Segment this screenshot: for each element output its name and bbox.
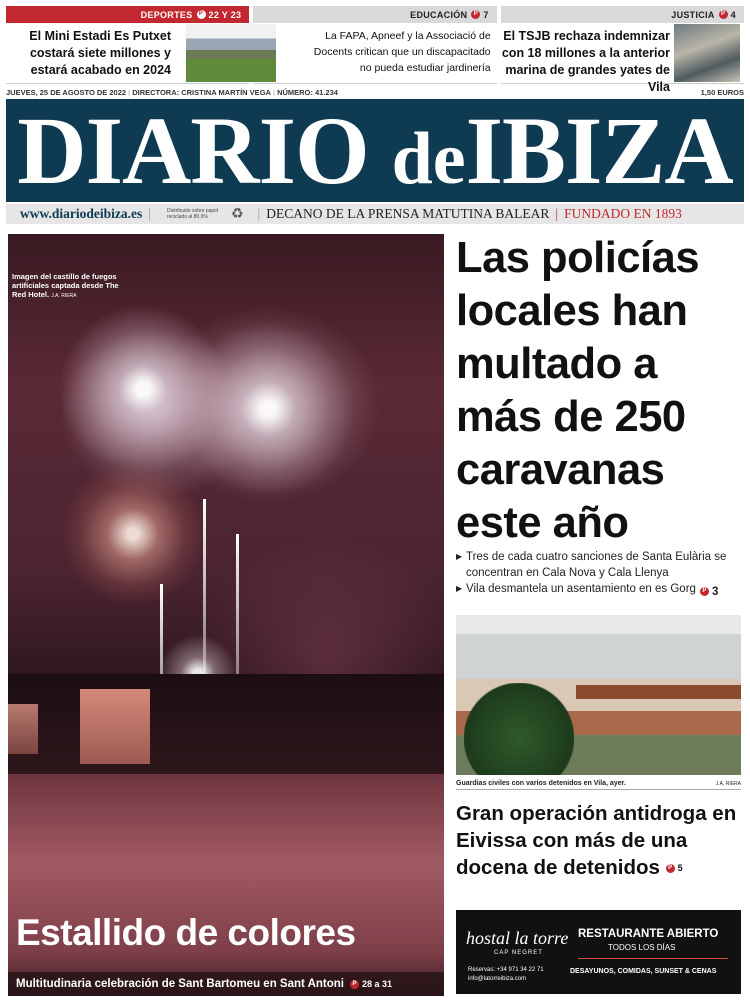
firework-burst bbox=[58, 464, 208, 604]
website-link[interactable]: www.diariodeibiza.es bbox=[20, 206, 143, 221]
page-ref-icon: P bbox=[350, 980, 359, 989]
teaser-page-ref: 22 Y 23 bbox=[208, 9, 242, 20]
issue-price: 1,50 EUROS bbox=[700, 87, 744, 97]
masthead-strap: www.diariodeibiza.es | Distribuido sobre papel reciclado al 80,9% ♻ | DECANO DE LA PRENSA MATUTINA BALEAR | FUNDADO EN 1893 bbox=[6, 204, 744, 224]
ad-brand-sub: CAP NEGRET bbox=[494, 950, 543, 956]
photo-credit: J.A. RIERA bbox=[51, 293, 77, 299]
slogan: DECANO DE LA PRENSA MATUTINA BALEAR bbox=[266, 206, 550, 221]
masthead bbox=[6, 96, 744, 204]
ad-offer: DESAYUNOS, COMIDAS, SUNSET & CENAS bbox=[570, 968, 717, 975]
teaser-section-bar bbox=[253, 6, 496, 23]
issue-date: JUEVES, 25 DE AGOSTO DE 2022 bbox=[6, 87, 127, 97]
issue-director: | DIRECTORA: CRISTINA MARTÍN VEGA bbox=[126, 88, 271, 97]
page-ref-icon: P bbox=[471, 10, 480, 19]
founded-year: FUNDADO EN 1893 bbox=[564, 206, 682, 221]
bay-water bbox=[8, 774, 444, 996]
ad-contact: Reservas: +34 971 34 22 71 info@latorreibiza.com bbox=[468, 967, 544, 982]
page-ref-icon: P bbox=[197, 10, 206, 19]
teaser-section-label: JUSTICIA bbox=[671, 9, 715, 20]
issue-number: | NÚMERO: 41.234 bbox=[271, 88, 338, 97]
teaser-section-label: EDUCACIÓN bbox=[410, 9, 468, 20]
fireworks-photo[interactable] bbox=[8, 234, 444, 996]
building bbox=[8, 704, 38, 754]
ad-brand: hostal la torre bbox=[466, 928, 569, 948]
second-headline[interactable]: Gran operación antidroga en Eivissa con más de una docena de detenidos P 5 bbox=[456, 800, 746, 882]
page-ref: 3 bbox=[711, 585, 719, 598]
recycle-icon: ♻ bbox=[230, 206, 244, 222]
page-ref-icon: P bbox=[666, 864, 675, 873]
teaser-page-ref: 4 bbox=[730, 9, 736, 20]
railing bbox=[576, 685, 741, 699]
restaurant-ad[interactable] bbox=[456, 910, 741, 994]
teaser-text: La FAPA, Apneef y la Associació de Docents critican que un discapacitado no pueda estudiar jardinería bbox=[313, 30, 491, 74]
arrest-photo-caption: Guardias civiles con varios detenidos en Vila, ayer. J.A. RIERA bbox=[456, 778, 741, 790]
palm-plant bbox=[464, 683, 574, 775]
recycled-note: Distribuido sobre papel reciclado al 80,9% bbox=[166, 208, 219, 220]
teaser-section-label: DEPORTES bbox=[140, 9, 193, 20]
photo-caption: Imagen del castillo de fuegos artificiales captada desde The Red Hotel. J.A. RIERA bbox=[12, 272, 119, 299]
bullet-item: ▶ Tres de cada cuatro sanciones de Santa Eulària se concentran en Cala Nova y Cala Llenya bbox=[456, 549, 746, 581]
page-ref: 5 bbox=[677, 863, 683, 874]
page-ref: 28 a 31 bbox=[362, 979, 393, 989]
ad-divider bbox=[578, 958, 728, 959]
teaser-section-bar bbox=[501, 6, 744, 23]
teaser-education[interactable] bbox=[253, 6, 496, 84]
marina-thumbnail bbox=[674, 24, 740, 82]
hotel-building bbox=[80, 689, 150, 764]
teaser-section-bar bbox=[6, 6, 249, 23]
photo-subhead: Multitudinaria celebración de Sant Bartomeu en Sant Antoni P 28 a 31 bbox=[8, 972, 444, 996]
newspaper-logo: DIARIO deIBIZA bbox=[17, 96, 733, 204]
photo-credit: J.A. RIERA bbox=[715, 780, 741, 787]
lead-bullets bbox=[456, 549, 746, 600]
ad-days: TODOS LOS DÍAS bbox=[608, 943, 676, 952]
page-ref-icon: P bbox=[700, 587, 709, 596]
town-silhouette bbox=[8, 674, 444, 774]
firework-burst bbox=[178, 324, 358, 494]
teaser-page-ref: 7 bbox=[483, 9, 489, 20]
ad-open-label: RESTAURANTE ABIERTO bbox=[578, 928, 719, 940]
photo-headline: Estallido de colores bbox=[16, 912, 356, 953]
teaser-text: El TSJB rechaza indemnizar con 18 millones a la anterior marina de grandes yates de Vila bbox=[501, 29, 670, 94]
teaser-sports[interactable] bbox=[6, 6, 249, 84]
bullet-item: ▶ Vila desmantela un asentamiento en es Gorg P 3 bbox=[456, 581, 746, 600]
teaser-text: El Mini Estadi Es Putxet costará siete millones y estará acabado en 2024 bbox=[29, 29, 171, 77]
arrest-photo[interactable] bbox=[456, 615, 741, 775]
page-ref-icon: P bbox=[719, 10, 728, 19]
firework-trail bbox=[203, 499, 206, 689]
lead-headline[interactable]: Las policías locales han multado a más de 250 caravanas este año bbox=[456, 234, 700, 547]
